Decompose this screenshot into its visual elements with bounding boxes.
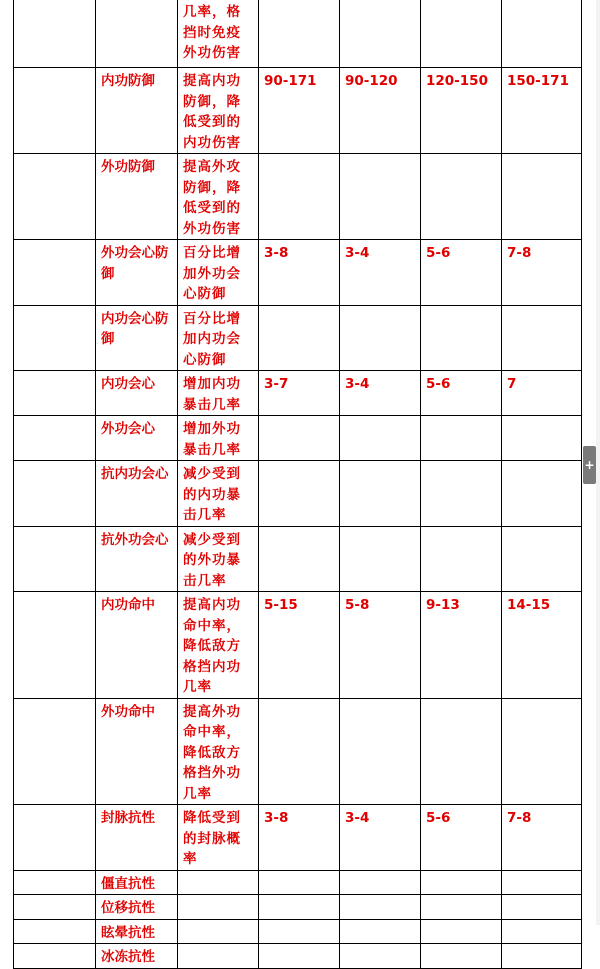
value-range-cell: 3-8 — [259, 240, 340, 306]
attribute-name-cell: 眩晕抗性 — [96, 919, 178, 944]
value-tier3-cell: 7-8 — [502, 240, 582, 306]
value-tier1-cell — [340, 870, 421, 895]
value-range-cell — [259, 0, 340, 68]
attribute-name-cell: 外功会心 — [96, 416, 178, 461]
value-tier2-cell — [421, 461, 502, 527]
table-row — [14, 592, 582, 699]
value-tier3-cell — [502, 461, 582, 527]
table-row — [14, 68, 582, 154]
blank-cell — [14, 371, 96, 416]
value-tier1-cell — [340, 895, 421, 920]
attribute-desc-cell: 增加内功暴击几率 — [178, 371, 259, 416]
blank-cell — [14, 416, 96, 461]
blank-cell — [14, 698, 96, 805]
value-tier3-cell — [502, 154, 582, 240]
value-range-cell — [259, 870, 340, 895]
value-tier3-cell: 7-8 — [502, 805, 582, 871]
attribute-table — [13, 0, 582, 969]
value-tier1-cell — [340, 305, 421, 371]
attribute-name-cell: 僵直抗性 — [96, 870, 178, 895]
attribute-name-cell — [96, 0, 178, 68]
value-tier3-cell: 14-15 — [502, 592, 582, 699]
attribute-desc-cell: 提高外攻防御，降低受到的外功伤害 — [178, 154, 259, 240]
attribute-name-cell: 封脉抗性 — [96, 805, 178, 871]
value-tier3-cell — [502, 526, 582, 592]
table-row — [14, 805, 582, 871]
value-tier3-cell: 7 — [502, 371, 582, 416]
value-range-cell — [259, 895, 340, 920]
value-range-cell: 90-171 — [259, 68, 340, 154]
blank-cell — [14, 154, 96, 240]
value-tier2-cell — [421, 895, 502, 920]
attribute-desc-cell: 降低受到的封脉概率 — [178, 805, 259, 871]
value-tier2-cell: 9-13 — [421, 592, 502, 699]
blank-cell — [14, 0, 96, 68]
attribute-name-cell: 位移抗性 — [96, 895, 178, 920]
value-tier2-cell — [421, 526, 502, 592]
blank-cell — [14, 240, 96, 306]
attribute-desc-cell — [178, 870, 259, 895]
blank-cell — [14, 895, 96, 920]
value-range-cell: 3-8 — [259, 805, 340, 871]
value-tier1-cell — [340, 461, 421, 527]
value-tier2-cell — [421, 0, 502, 68]
value-range-cell: 5-15 — [259, 592, 340, 699]
value-tier3-cell — [502, 870, 582, 895]
plus-icon: + — [584, 458, 595, 472]
attribute-desc-cell: 几率，格挡时免疫外功伤害 — [178, 0, 259, 68]
value-tier2-cell — [421, 870, 502, 895]
table-row — [14, 895, 582, 920]
attribute-name-cell: 外功会心防御 — [96, 240, 178, 306]
value-tier1-cell — [340, 919, 421, 944]
value-range-cell: 3-7 — [259, 371, 340, 416]
scrollbar-track[interactable] — [596, 0, 600, 925]
blank-cell — [14, 305, 96, 371]
attribute-name-cell: 内功会心 — [96, 371, 178, 416]
table-row — [14, 526, 582, 592]
value-tier1-cell: 90-120 — [340, 68, 421, 154]
value-tier3-cell — [502, 698, 582, 805]
value-tier1-cell — [340, 698, 421, 805]
value-tier3-cell — [502, 895, 582, 920]
value-tier1-cell: 3-4 — [340, 805, 421, 871]
attribute-desc-cell: 提高内功命中率，降低敌方格挡内功几率 — [178, 592, 259, 699]
value-tier3-cell — [502, 416, 582, 461]
blank-cell — [14, 526, 96, 592]
value-tier1-cell — [340, 416, 421, 461]
value-range-cell — [259, 416, 340, 461]
attribute-name-cell: 抗外功会心 — [96, 526, 178, 592]
table-row — [14, 919, 582, 944]
value-tier3-cell — [502, 919, 582, 944]
value-tier3-cell: 150-171 — [502, 68, 582, 154]
blank-cell — [14, 805, 96, 871]
table-row — [14, 416, 582, 461]
value-range-cell — [259, 526, 340, 592]
attribute-name-cell: 内功防御 — [96, 68, 178, 154]
attribute-name-cell: 内功会心防御 — [96, 305, 178, 371]
blank-cell — [14, 461, 96, 527]
table-row — [14, 305, 582, 371]
table-row — [14, 944, 582, 969]
value-range-cell — [259, 919, 340, 944]
value-tier2-cell: 5-6 — [421, 240, 502, 306]
attribute-desc-cell: 增加外功暴击几率 — [178, 416, 259, 461]
value-range-cell — [259, 154, 340, 240]
attribute-desc-cell: 减少受到的外功暴击几率 — [178, 526, 259, 592]
value-tier1-cell — [340, 0, 421, 68]
attribute-name-cell: 冰冻抗性 — [96, 944, 178, 969]
value-tier3-cell — [502, 305, 582, 371]
table-row — [14, 870, 582, 895]
blank-cell — [14, 870, 96, 895]
attribute-desc-cell: 提高外功命中率，降低敌方格挡外功几率 — [178, 698, 259, 805]
value-tier3-cell — [502, 944, 582, 969]
value-tier2-cell — [421, 944, 502, 969]
value-tier3-cell — [502, 0, 582, 68]
value-tier1-cell: 5-8 — [340, 592, 421, 699]
value-tier1-cell — [340, 526, 421, 592]
attribute-name-cell: 外功防御 — [96, 154, 178, 240]
value-tier2-cell — [421, 305, 502, 371]
value-range-cell — [259, 944, 340, 969]
attribute-desc-cell — [178, 919, 259, 944]
attribute-desc-cell — [178, 944, 259, 969]
table-row — [14, 698, 582, 805]
attribute-desc-cell: 提高内功防御，降低受到的内功伤害 — [178, 68, 259, 154]
blank-cell — [14, 919, 96, 944]
table-row — [14, 154, 582, 240]
value-tier2-cell — [421, 698, 502, 805]
value-tier2-cell — [421, 919, 502, 944]
value-tier2-cell: 120-150 — [421, 68, 502, 154]
value-tier2-cell — [421, 416, 502, 461]
value-tier2-cell — [421, 154, 502, 240]
table-row — [14, 371, 582, 416]
value-tier1-cell — [340, 154, 421, 240]
value-tier1-cell: 3-4 — [340, 240, 421, 306]
value-range-cell — [259, 305, 340, 371]
attribute-name-cell: 抗内功会心 — [96, 461, 178, 527]
value-tier1-cell: 3-4 — [340, 371, 421, 416]
attribute-desc-cell: 减少受到的内功暴击几率 — [178, 461, 259, 527]
table-row — [14, 240, 582, 306]
attribute-desc-cell: 百分比增加内功会心防御 — [178, 305, 259, 371]
attribute-desc-cell: 百分比增加外功会心防御 — [178, 240, 259, 306]
blank-cell — [14, 944, 96, 969]
value-tier2-cell: 5-6 — [421, 371, 502, 416]
value-range-cell — [259, 461, 340, 527]
value-tier1-cell — [340, 944, 421, 969]
value-tier2-cell: 5-6 — [421, 805, 502, 871]
attribute-name-cell: 内功命中 — [96, 592, 178, 699]
attribute-desc-cell — [178, 895, 259, 920]
table-row — [14, 0, 582, 68]
expand-side-tab[interactable] — [583, 446, 596, 484]
blank-cell — [14, 68, 96, 154]
value-range-cell — [259, 698, 340, 805]
attribute-name-cell: 外功命中 — [96, 698, 178, 805]
blank-cell — [14, 592, 96, 699]
table-row — [14, 461, 582, 527]
